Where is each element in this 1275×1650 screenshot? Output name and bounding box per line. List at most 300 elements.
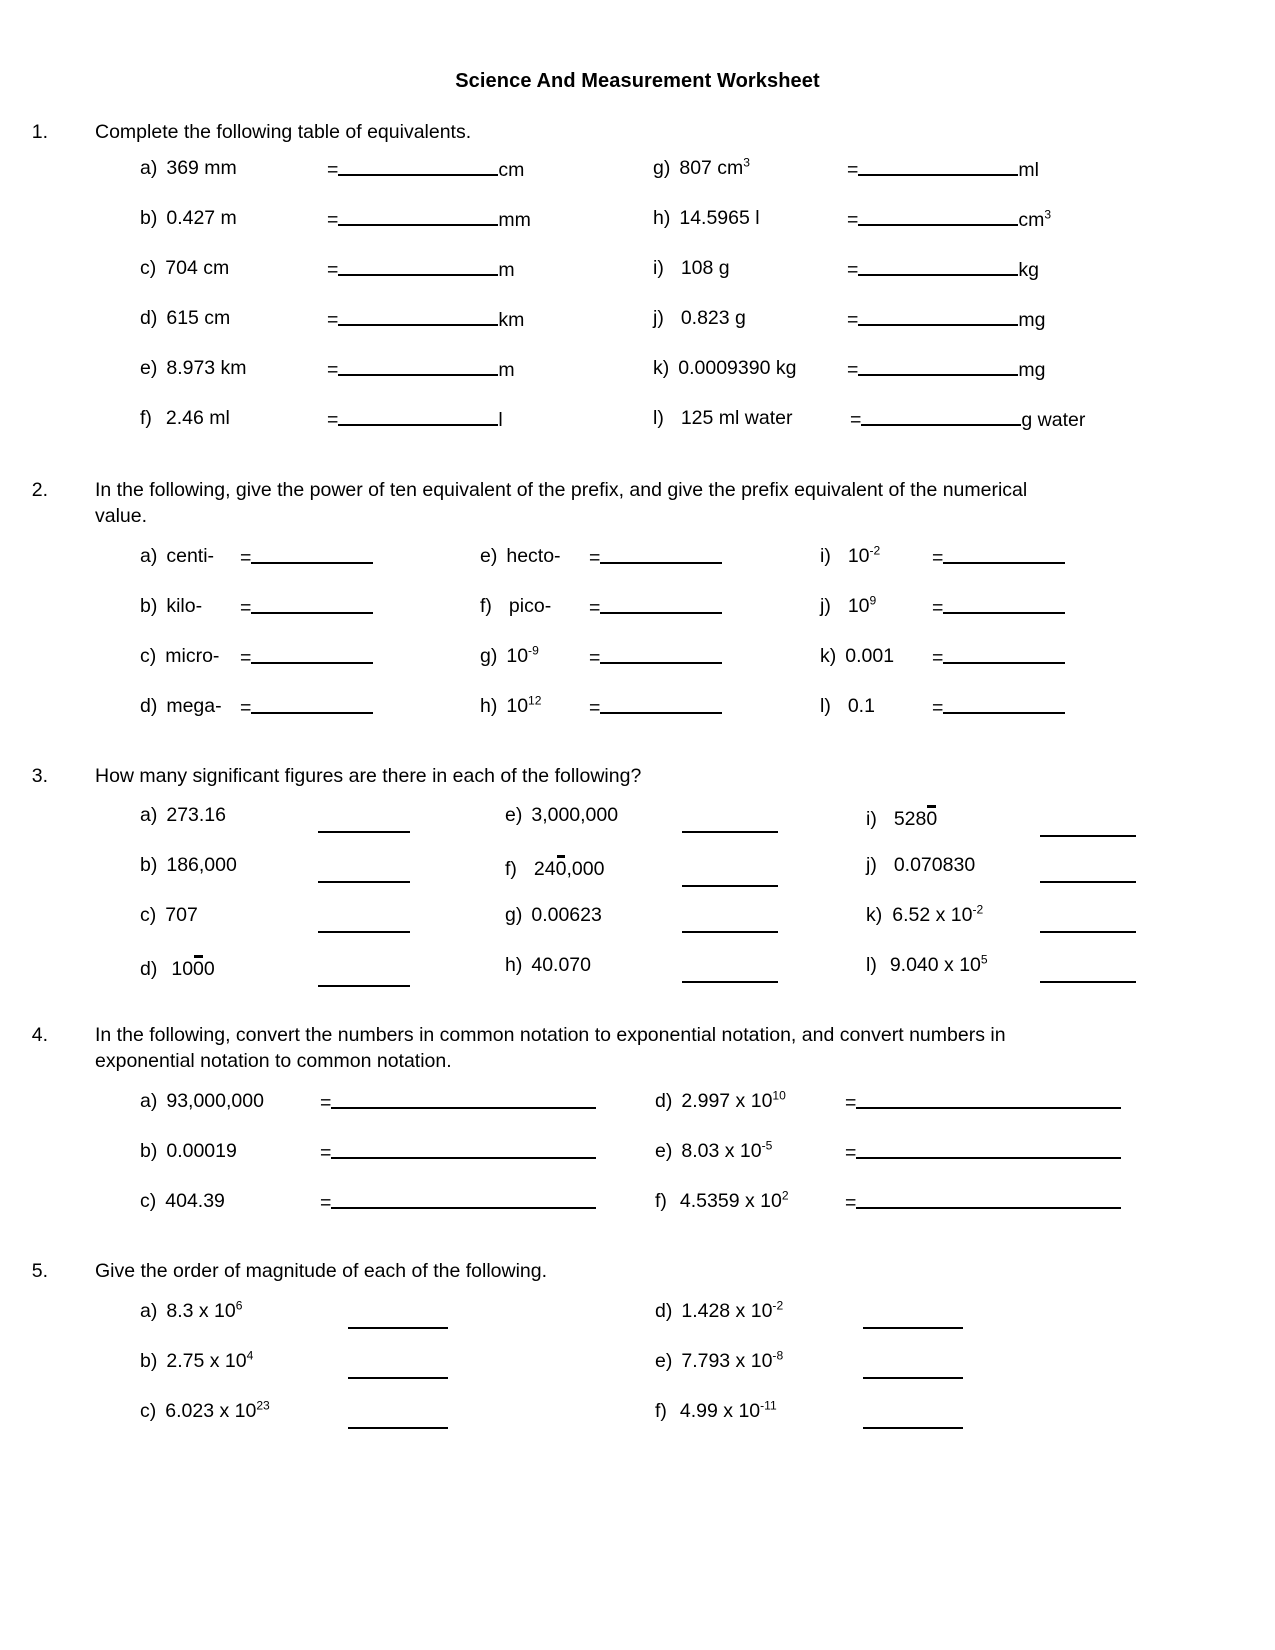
item-row [0, 259, 1275, 309]
answer-field-2c[interactable] [240, 647, 373, 669]
blank-line[interactable] [251, 547, 373, 564]
question-4 [0, 1022, 1275, 1242]
item-label: c) [140, 1189, 157, 1212]
blank-line[interactable] [338, 259, 498, 276]
item-label: d) [655, 1299, 673, 1322]
answer-field-3a[interactable] [318, 816, 410, 833]
list-item-5f [655, 1398, 777, 1422]
item-unit: ml [1018, 159, 1039, 182]
item-term: 3,000,000 [531, 803, 619, 826]
item-label: d) [655, 1089, 673, 1112]
item-term: micro- [165, 645, 220, 668]
list-item-3b [140, 853, 237, 876]
superscript: -11 [760, 1398, 777, 1413]
question-2-number: 2. [31, 479, 48, 502]
answer-field-2l[interactable] [932, 697, 1065, 719]
list-item-1h [653, 209, 760, 229]
blank-line[interactable] [251, 647, 373, 664]
question-4-items [0, 1088, 1275, 1242]
item-label: g) [653, 157, 671, 180]
item-term: 186,000 [166, 853, 237, 876]
equals-sign: = [589, 547, 601, 570]
blank-line[interactable] [682, 966, 778, 983]
superscript: -2 [772, 1298, 784, 1313]
blank-line[interactable] [600, 697, 722, 714]
item-term: hecto- [506, 545, 561, 568]
item-label: f) [140, 407, 152, 430]
item-unit: $cm^3$ [1018, 207, 1052, 232]
equals-sign: = [847, 359, 859, 382]
item-row [0, 1298, 1275, 1352]
question-2-heading [0, 477, 1275, 529]
list-item-2g [480, 643, 539, 668]
equals-sign: = [589, 647, 601, 670]
item-label: f) [655, 1399, 667, 1422]
superscript: -2 [972, 902, 984, 916]
item-label: l) [653, 407, 664, 430]
blank-line[interactable] [858, 159, 1018, 176]
item-unit: m [498, 359, 515, 382]
item-row [0, 1398, 1275, 1452]
blank-line[interactable] [600, 647, 722, 664]
list-item-3f [505, 857, 605, 880]
question-1-items [0, 155, 1275, 459]
item-term: 9.040 x $10^5$ [889, 952, 988, 976]
blank-line[interactable] [856, 1092, 1121, 1109]
list-item-4c [140, 1189, 225, 1212]
answer-field-2h[interactable] [589, 697, 722, 719]
list-item-3d [140, 957, 215, 980]
item-term: 6.52 x $10^{-2}$ [892, 902, 984, 926]
equals-sign: = [240, 697, 252, 720]
list-item-2d [140, 697, 222, 717]
item-term [893, 807, 938, 830]
blank-line[interactable] [943, 597, 1065, 614]
equals-sign: = [240, 597, 252, 620]
blank-line[interactable] [318, 970, 410, 987]
superscript: -2 [869, 543, 881, 558]
item-term [171, 957, 215, 980]
answer-field-4e[interactable] [845, 1142, 1121, 1164]
item-unit: mm [498, 209, 531, 232]
list-item-2a [140, 547, 214, 567]
item-row [0, 1138, 1275, 1192]
item-unit: km [498, 309, 525, 332]
item-unit: mg [1018, 359, 1046, 382]
blank-line[interactable] [251, 697, 373, 714]
blank-line[interactable] [682, 816, 778, 833]
list-item-4a [140, 1089, 264, 1112]
blank-line[interactable] [1040, 820, 1136, 837]
answer-field-4a[interactable] [320, 1092, 596, 1114]
item-row [0, 803, 1275, 856]
item-label: d) [140, 695, 158, 718]
item-term: 40.070 [531, 953, 591, 976]
list-item-1j [653, 309, 746, 329]
answer-field-1j[interactable] [847, 309, 1045, 331]
list-item-2i [820, 543, 881, 568]
equals-sign: = [327, 409, 339, 432]
equals-sign: = [240, 647, 252, 670]
list-item-2f [480, 597, 551, 617]
list-item-5b [140, 1348, 254, 1372]
list-item-1l [653, 409, 792, 429]
answer-field-2e[interactable] [589, 547, 722, 569]
equals-sign: = [850, 409, 862, 432]
superscript: 5 [980, 952, 988, 966]
blank-line[interactable] [858, 259, 1018, 276]
answer-field-4d[interactable] [845, 1092, 1121, 1114]
answer-field-2k[interactable] [932, 647, 1065, 669]
list-item-4d [655, 1088, 786, 1112]
answer-field-1l[interactable] [850, 409, 1085, 431]
item-term: $10^9$ [847, 593, 877, 618]
equals-sign: = [932, 597, 944, 620]
list-item-1b [140, 209, 237, 229]
item-term: 0.0009390 kg [678, 357, 797, 380]
blank-line[interactable] [338, 159, 498, 176]
term-part: 0 [203, 957, 215, 980]
item-label: b) [140, 207, 158, 230]
answer-field-3f[interactable] [682, 870, 778, 887]
item-label: e) [505, 803, 523, 826]
item-label: g) [505, 903, 523, 926]
item-term: mega- [166, 695, 222, 718]
blank-line[interactable] [338, 309, 498, 326]
item-term: 4.5359 x $10^2$ [679, 1188, 789, 1212]
answer-field-5f[interactable] [863, 1412, 963, 1429]
list-item-1a [140, 159, 237, 179]
item-label: g) [480, 645, 498, 668]
answer-field-2a[interactable] [240, 547, 373, 569]
answer-field-3e[interactable] [682, 816, 778, 833]
superscript: -8 [772, 1348, 784, 1363]
item-label: c) [140, 257, 157, 280]
blank-line[interactable] [348, 1362, 448, 1379]
blank-line[interactable] [863, 1412, 963, 1429]
equals-sign: = [847, 159, 859, 182]
answer-field-1a[interactable] [327, 159, 524, 181]
equals-sign: = [327, 159, 339, 182]
blank-line[interactable] [1040, 966, 1136, 983]
blank-line[interactable] [943, 697, 1065, 714]
list-item-1k [653, 359, 796, 379]
superscript: 3 [743, 155, 751, 170]
item-unit: mg [1018, 309, 1046, 332]
list-item-5a [140, 1298, 243, 1322]
answer-field-5e[interactable] [863, 1362, 963, 1379]
question-1-heading [0, 119, 1275, 145]
item-term: 6.023 x $10^{23}$ [165, 1398, 270, 1422]
blank-line[interactable] [348, 1312, 448, 1329]
item-label: a) [140, 1089, 158, 1112]
blank-line[interactable] [600, 597, 722, 614]
item-row [0, 1188, 1275, 1242]
item-row [0, 902, 1275, 956]
answer-field-1c[interactable] [327, 259, 515, 281]
item-term: 8.03 x $10^{-5}$ [681, 1138, 773, 1162]
item-row [0, 359, 1275, 409]
list-item-4b [140, 1139, 237, 1162]
blank-line[interactable] [348, 1412, 448, 1429]
question-3-number: 3. [31, 765, 48, 788]
answer-field-5b[interactable] [348, 1362, 448, 1379]
question-2-items [0, 543, 1275, 747]
answer-field-2i[interactable] [932, 547, 1065, 569]
equals-sign: = [327, 359, 339, 382]
blank-line[interactable] [338, 209, 498, 226]
answer-field-4c[interactable] [320, 1192, 596, 1214]
answer-field-5c[interactable] [348, 1412, 448, 1429]
equals-sign: = [327, 209, 339, 232]
question-5-heading [0, 1258, 1275, 1284]
item-label: i) [820, 545, 831, 568]
superscript: 2 [781, 1188, 789, 1203]
list-item-2k [820, 647, 894, 667]
question-2-prompt: In the following, give the power of ten equivalent of the prefix, and give the prefix equivalent of the numerical value. [95, 479, 1028, 528]
item-term: 7.793 x $10^{-8}$ [681, 1348, 784, 1372]
item-label: b) [140, 1139, 158, 1162]
blank-line[interactable] [863, 1312, 963, 1329]
item-term: 615 cm [166, 307, 231, 330]
item-label: b) [140, 595, 158, 618]
answer-field-4b[interactable] [320, 1142, 596, 1164]
item-label: c) [140, 903, 157, 926]
blank-line[interactable] [682, 916, 778, 933]
question-1-number: 1. [31, 121, 48, 143]
blank-line[interactable] [251, 597, 373, 614]
blank-line[interactable] [331, 1092, 596, 1109]
question-4-heading [0, 1022, 1275, 1074]
blank-line[interactable] [856, 1142, 1121, 1159]
item-label: e) [655, 1139, 673, 1162]
blank-line[interactable] [331, 1142, 596, 1159]
answer-field-2b[interactable] [240, 597, 373, 619]
item-row [0, 643, 1275, 697]
list-item-3j [866, 853, 976, 876]
superscript: 23 [256, 1398, 270, 1413]
question-4-number: 4. [31, 1023, 48, 1046]
item-row [0, 693, 1275, 747]
item-row [0, 952, 1275, 1006]
item-label: k) [820, 645, 837, 668]
item-row [0, 409, 1275, 459]
list-item-1f [140, 409, 230, 429]
item-label: h) [480, 695, 498, 718]
blank-line[interactable] [338, 409, 498, 426]
answer-field-3g[interactable] [682, 916, 778, 933]
item-term: 1.428 x $10^{-2}$ [681, 1298, 784, 1322]
item-label: e) [480, 545, 498, 568]
list-item-2l [820, 697, 875, 717]
overbar-digit: 0 [555, 857, 567, 880]
blank-line[interactable] [318, 916, 410, 933]
answer-field-2d[interactable] [240, 697, 373, 719]
item-row [0, 309, 1275, 359]
answer-field-3i[interactable] [1040, 820, 1136, 837]
list-item-4e [655, 1138, 773, 1162]
item-term: 2.997 x $10^{10}$ [681, 1088, 786, 1112]
list-item-5d [655, 1298, 784, 1322]
equals-sign: = [845, 1191, 857, 1214]
equals-sign: = [932, 547, 944, 570]
item-term: 0.070830 [893, 853, 976, 876]
item-term: 0.00623 [531, 903, 602, 926]
question-1-prompt: Complete the following table of equivalents. [95, 121, 472, 143]
answer-field-3j[interactable] [1040, 866, 1136, 883]
item-term: 807 $cm^3$ [679, 155, 751, 180]
item-term: 14.5965 l [679, 207, 760, 230]
blank-line[interactable] [943, 547, 1065, 564]
superscript: -5 [761, 1138, 773, 1153]
item-label: f) [480, 595, 492, 618]
item-term: 2.46 ml [165, 407, 230, 430]
superscript: 9 [869, 593, 877, 608]
answer-field-2g[interactable] [589, 647, 722, 669]
question-3-heading [0, 763, 1275, 789]
question-3 [0, 763, 1275, 1005]
item-unit: l [498, 409, 503, 432]
item-label: b) [140, 853, 158, 876]
item-label: j) [653, 307, 664, 330]
item-term: 125 ml water [680, 407, 793, 430]
list-item-3i [866, 807, 938, 830]
answer-field-4f[interactable] [845, 1192, 1121, 1214]
superscript: 12 [528, 693, 542, 708]
blank-line[interactable] [1040, 916, 1136, 933]
blank-line[interactable] [856, 1192, 1121, 1209]
equals-sign: = [932, 697, 944, 720]
list-item-4f [655, 1188, 789, 1212]
answer-field-3h[interactable] [682, 966, 778, 983]
answer-field-1i[interactable] [847, 259, 1039, 281]
term-part: 528 [893, 807, 927, 830]
question-3-items [0, 803, 1275, 1006]
blank-line[interactable] [1040, 866, 1136, 883]
item-term: 404.39 [165, 1189, 225, 1212]
superscript: 6 [235, 1298, 243, 1313]
blank-line[interactable] [858, 209, 1018, 226]
answer-field-1k[interactable] [847, 359, 1045, 381]
answer-field-1f[interactable] [327, 409, 503, 431]
item-label: i) [866, 807, 877, 830]
item-label: e) [655, 1349, 673, 1372]
blank-line[interactable] [858, 359, 1018, 376]
answer-field-2f[interactable] [589, 597, 722, 619]
list-item-1e [140, 359, 247, 379]
item-label: d) [140, 307, 158, 330]
item-label: l) [866, 953, 877, 976]
item-term: 0.00019 [166, 1139, 237, 1162]
item-term: 704 cm [165, 257, 230, 280]
answer-field-3b[interactable] [318, 866, 410, 883]
blank-line[interactable] [600, 547, 722, 564]
item-unit: kg [1018, 259, 1039, 282]
question-2 [0, 477, 1275, 747]
equals-sign: = [589, 697, 601, 720]
answer-field-3k[interactable] [1040, 916, 1136, 933]
item-term: 93,000,000 [166, 1089, 264, 1112]
list-item-1c [140, 259, 229, 279]
blank-line[interactable] [858, 309, 1018, 326]
list-item-2e [480, 547, 561, 567]
item-unit: g water [1021, 409, 1086, 432]
item-term: 0.427 m [166, 207, 237, 230]
equals-sign: = [845, 1091, 857, 1114]
superscript: -9 [528, 643, 539, 658]
blank-line[interactable] [863, 1362, 963, 1379]
answer-field-3c[interactable] [318, 916, 410, 933]
list-item-3c [140, 903, 198, 926]
superscript: 4 [246, 1348, 254, 1363]
blank-line[interactable] [943, 647, 1065, 664]
item-label: a) [140, 545, 158, 568]
page-title: Science And Measurement Worksheet [455, 70, 820, 92]
answer-field-1e[interactable] [327, 359, 515, 381]
item-term [533, 857, 605, 880]
blank-line[interactable] [682, 870, 778, 887]
item-term: 2.75 x $10^4$ [166, 1348, 254, 1372]
equals-sign: = [847, 209, 859, 232]
list-item-1g [653, 155, 751, 180]
term-part: 24 [533, 857, 556, 880]
item-term: centi- [166, 545, 215, 568]
answer-field-2j[interactable] [932, 597, 1065, 619]
equals-sign: = [327, 309, 339, 332]
equals-sign: = [847, 259, 859, 282]
item-label: h) [505, 953, 523, 976]
equals-sign: = [320, 1091, 332, 1114]
item-row [0, 1088, 1275, 1142]
item-unit: cm [498, 159, 525, 182]
list-item-3a [140, 803, 226, 826]
question-3-prompt: How many significant figures are there in each of the following? [95, 765, 642, 788]
answer-field-1h[interactable] [847, 209, 1051, 231]
item-term: 0.001 [845, 645, 895, 668]
item-label: e) [140, 357, 158, 380]
list-item-5c [140, 1398, 270, 1422]
equals-sign: = [320, 1191, 332, 1214]
answer-field-3d[interactable] [318, 970, 410, 987]
answer-field-5d[interactable] [863, 1312, 963, 1329]
blank-line[interactable] [318, 866, 410, 883]
item-label: a) [140, 803, 158, 826]
blank-line[interactable] [318, 816, 410, 833]
equals-sign: = [327, 259, 339, 282]
item-label: l) [820, 695, 831, 718]
answer-field-3l[interactable] [1040, 966, 1136, 983]
item-label: k) [653, 357, 670, 380]
list-item-1i [653, 259, 730, 279]
item-term: 8.973 km [166, 357, 247, 380]
list-item-3h [505, 953, 591, 976]
item-term: pico- [508, 595, 552, 618]
blank-line[interactable] [331, 1192, 596, 1209]
blank-line[interactable] [861, 409, 1021, 426]
item-term: 707 [165, 903, 198, 926]
answer-field-1g[interactable] [847, 159, 1039, 181]
list-item-2c [140, 647, 219, 667]
blank-line[interactable] [338, 359, 498, 376]
answer-field-5a[interactable] [348, 1312, 448, 1329]
item-term: 369 mm [166, 157, 237, 180]
item-row [0, 853, 1275, 906]
item-term: 108 g [680, 257, 730, 280]
answer-field-1b[interactable] [327, 209, 531, 231]
item-term: 273.16 [166, 803, 226, 826]
answer-field-1d[interactable] [327, 309, 524, 331]
item-label: c) [140, 1399, 157, 1422]
